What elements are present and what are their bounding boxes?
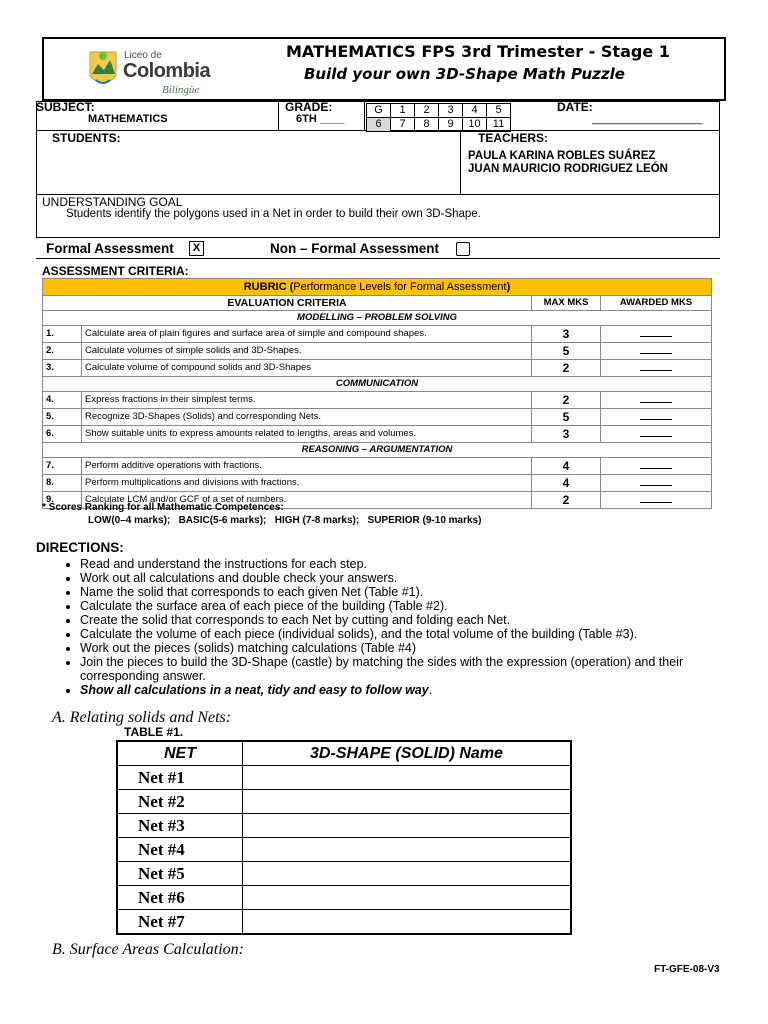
table-row: Net #2	[117, 790, 571, 814]
rubric-row: 2. Calculate volumes of simple solids and 3D-Shapes. 5	[43, 343, 712, 360]
rubric-row: 3. Calculate volume of compound solids and 3D-Shapes 2	[43, 360, 712, 377]
awarded-blank[interactable]	[601, 409, 712, 426]
section-b-heading: B. Surface Areas Calculation:	[52, 941, 244, 958]
rubric-title: RUBRIC (Performance Levels for Formal Assessment)	[43, 279, 712, 296]
list-item: • Create the solid that corresponds to each Net by cutting and folding each Net.	[80, 613, 736, 627]
logo-text-line2: Colombia	[123, 60, 211, 82]
nets-col-net: NET	[117, 741, 243, 766]
grade-cell: G	[367, 104, 391, 118]
nets-table	[116, 740, 572, 935]
grade-cell: 1	[391, 104, 415, 118]
grade-grid	[366, 103, 511, 132]
info-sep-2	[364, 101, 365, 130]
nonformal-assessment-checkbox[interactable]	[456, 242, 470, 256]
formal-assessment-checkbox[interactable]: X	[189, 241, 204, 256]
students-label: STUDENTS:	[52, 131, 121, 145]
grade-cell: 11	[487, 118, 511, 132]
table-row: Net #3	[117, 814, 571, 838]
logo-text-line3: Bilingüe	[162, 84, 200, 96]
teacher-name-1: PAULA KARINA ROBLES SUÁREZ	[468, 150, 656, 162]
info-left-line	[36, 101, 37, 238]
table-row: Net #7	[117, 910, 571, 935]
list-item: • Name the solid that corresponds to each given Net (Table #1).	[80, 585, 736, 599]
list-item: • Read and understand the instructions for each step.	[80, 557, 736, 571]
assessment-criteria-label: ASSESSMENT CRITERIA:	[42, 264, 189, 278]
rubric-row: 6. Show suitable units to express amounts related to lengths, areas and volumes. 3	[43, 426, 712, 443]
solid-name-cell[interactable]	[243, 910, 572, 935]
grade-cell: 4	[463, 104, 487, 118]
awarded-blank[interactable]	[601, 360, 712, 377]
document-title: MATHEMATICS FPS 3rd Trimester - Stage 1	[286, 42, 670, 61]
rubric-table	[42, 278, 712, 509]
rubric-row: 4. Express fractions in their simplest terms. 2	[43, 392, 712, 409]
list-item: • Join the pieces to build the 3D-Shape (castle) by matching the sides with the expression (operation) and their corresponding answer.	[80, 655, 736, 683]
info-sep-3	[460, 130, 461, 194]
table-row: Net #4	[117, 838, 571, 862]
directions-heading: DIRECTIONS:	[36, 540, 124, 555]
date-field[interactable]: __________________	[592, 113, 703, 125]
awarded-blank[interactable]	[601, 458, 712, 475]
ranking-note: * Scores Ranking for all Mathematic Competences:	[42, 502, 284, 513]
awarded-blank[interactable]	[601, 326, 712, 343]
subject-label: SUBJECT:	[36, 100, 95, 114]
rubric-row: 5. Recognize 3D-Shapes (Solids) and corresponding Nets. 5	[43, 409, 712, 426]
grade-cell: 6	[367, 118, 391, 132]
awarded-blank[interactable]	[601, 426, 712, 443]
rubric-row: 9. Calculate LCM and/or GCF of a set of numbers. 2	[43, 492, 712, 509]
directions-section	[36, 540, 736, 697]
rubric-section-title: COMMUNICATION	[43, 377, 712, 392]
solid-name-cell[interactable]	[243, 838, 572, 862]
list-item: • Calculate the surface area of each piece of the building (Table #2).	[80, 599, 736, 613]
grade-cell: 8	[415, 118, 439, 132]
grade-cell: 5	[487, 104, 511, 118]
solid-name-cell[interactable]	[243, 862, 572, 886]
list-item: • Work out all calculations and double check your answers.	[80, 571, 736, 585]
awarded-blank[interactable]	[601, 475, 712, 492]
nets-col-name: 3D-SHAPE (SOLID) Name	[243, 741, 572, 766]
table-row: Net #5	[117, 862, 571, 886]
solid-name-cell[interactable]	[243, 766, 572, 790]
formal-assessment-label: Formal Assessment	[46, 241, 174, 256]
grade-value: 6TH ____	[296, 113, 345, 125]
rubric-col-criteria: EVALUATION CRITERIA	[43, 296, 532, 311]
teachers-label: TEACHERS:	[478, 131, 549, 145]
list-item: • Work out the pieces (solids) matching calculations (Table #4)	[80, 641, 736, 655]
directions-list	[36, 557, 736, 697]
info-line-4	[36, 237, 720, 238]
list-item: • Calculate the volume of each piece (individual solids), and the total volume of the building (Table #3).	[80, 627, 736, 641]
subject-value: MATHEMATICS	[88, 113, 168, 125]
goal-text: Students identify the polygons used in a Net in order to build their own 3D-Shape.	[66, 208, 481, 220]
teacher-name-2: JUAN MAURICIO RODRIGUEZ LEÓN	[468, 163, 668, 175]
info-right-line	[719, 101, 720, 238]
grade-cell: 2	[415, 104, 439, 118]
solid-name-cell[interactable]	[243, 886, 572, 910]
table1-label: TABLE #1.	[124, 725, 184, 739]
list-item: • Show all calculations in a neat, tidy and easy to follow way.	[80, 683, 736, 697]
document-subtitle: Build your own 3D-Shape Math Puzzle	[304, 65, 625, 83]
info-top-line	[36, 101, 720, 102]
awarded-blank[interactable]	[601, 343, 712, 360]
ranking-levels: LOW(0–4 marks); BASIC(5-6 marks); HIGH (7-8 marks); SUPERIOR (9-10 marks)	[88, 515, 482, 526]
rubric-col-awarded: AWARDED MKS	[601, 296, 712, 311]
solid-name-cell[interactable]	[243, 790, 572, 814]
goal-label: UNDERSTANDING GOAL	[42, 195, 183, 209]
nonformal-assessment-label: Non – Formal Assessment	[270, 241, 440, 256]
grade-cell: 10	[463, 118, 487, 132]
grade-cell: 7	[391, 118, 415, 132]
form-code: FT-GFE-08-V3	[654, 964, 720, 975]
awarded-blank[interactable]	[601, 392, 712, 409]
rubric-section-title: MODELLING – PROBLEM SOLVING	[43, 311, 712, 326]
rubric-section-title: REASONING – ARGUMENTATION	[43, 443, 712, 458]
school-logo	[86, 46, 216, 100]
grade-label: GRADE:	[285, 100, 333, 114]
rubric-row: 1. Calculate area of plain figures and surface area of simple and compound shapes. 3	[43, 326, 712, 343]
solid-name-cell[interactable]	[243, 814, 572, 838]
logo-text-line1: Liceo de	[124, 50, 162, 61]
info-sep-1	[278, 101, 279, 130]
assessment-line	[36, 258, 720, 259]
table-row: Net #6	[117, 886, 571, 910]
rubric-col-max: MAX MKS	[532, 296, 601, 311]
date-label: DATE:	[557, 100, 593, 114]
section-a-heading: A. Relating solids and Nets:	[52, 709, 232, 726]
table-row: Net #1	[117, 766, 571, 790]
rubric-row: 8. Perform multiplications and divisions with fractions. 4	[43, 475, 712, 492]
grade-cell: 3	[439, 104, 463, 118]
awarded-blank[interactable]	[601, 492, 712, 509]
rubric-row: 7. Perform additive operations with fractions. 4	[43, 458, 712, 475]
grade-cell: 9	[439, 118, 463, 132]
